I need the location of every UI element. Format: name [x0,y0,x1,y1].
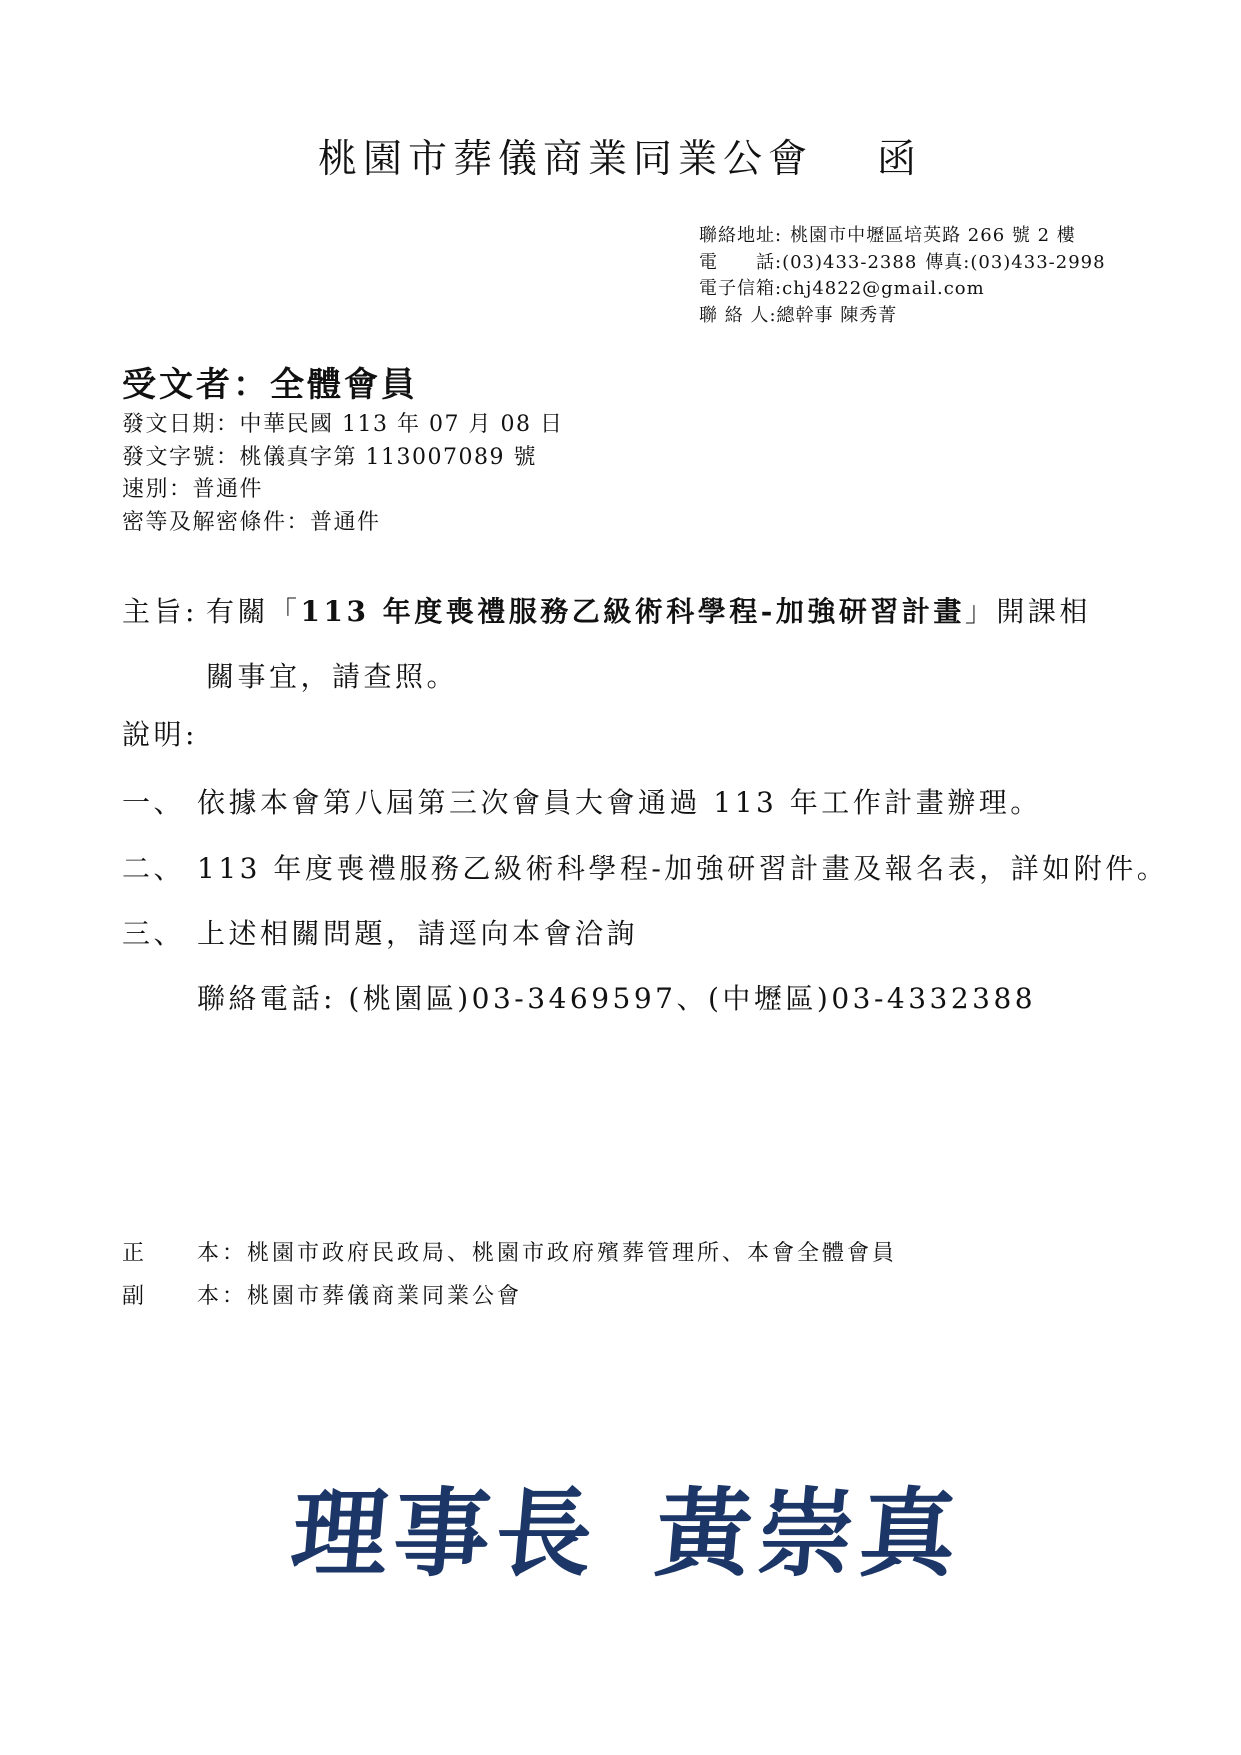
contact-person-value: 總幹事 陳秀菁 [776,304,898,326]
contact-email-label: 電子信箱: [699,278,783,299]
original-label: 正 本： [122,1241,248,1266]
issue-date-label: 發文日期： [122,412,240,437]
contact-person-label: 聯 絡 人: [699,304,777,326]
subject-line-1 [122,592,1091,632]
contact-fax-value: (03)433-2998 [970,251,1106,273]
explanation-heading [122,715,198,755]
subject-text-before: 有關「 [206,595,301,628]
contact-phone-value: (03)433-2388 [782,251,918,273]
issue-date [122,409,563,442]
delivery-speed [122,474,563,507]
item-marker: 三、 [122,917,186,950]
subject-text-after: 」開課相 [964,595,1091,628]
contact-phone-numbers [197,979,1036,1019]
issue-date-value: 中華民國 113 年 07 月 08 日 [239,412,564,437]
issuing-organization: 桃園市葬儀商業同業公會 [318,137,814,182]
subject-text-continuation: 關事宜，請查照。 [206,660,459,693]
contact-phone-label: 電 話: [699,251,783,273]
classification [122,507,563,540]
contact-address-label: 聯絡地址: [699,225,783,246]
document-type: 函 [877,137,923,182]
explanation-item [122,849,1168,889]
original-value: 桃園市政府民政局、桃園市政府殯葬管理所、本會全體會員 [247,1241,898,1266]
explanation-label: 說明: [122,718,198,751]
subject-label: 主旨: [122,595,198,628]
classification-label: 密等及解密條件： [122,509,311,535]
original-recipients [122,1238,897,1270]
item-marker: 一、 [122,786,186,819]
contact-address-value: 桃園市中壢區培英路 266 號 2 樓 [790,225,1076,246]
recipient-value: 全體會員 [270,365,418,405]
item-marker: 二、 [122,852,186,885]
letter-title [318,134,922,186]
contact-email-value: chj4822@gmail.com [782,278,985,299]
document-number [122,442,563,475]
delivery-speed-label: 速別： [122,477,193,502]
recipient-line [122,364,418,406]
explanation-item [122,914,638,954]
contact-person [699,303,1106,330]
contact-address [699,223,1106,250]
explanation-item [122,783,1042,823]
signature-name: 黃崇真 [651,1477,967,1590]
contact-fax-label: 傳真: [925,251,971,273]
document-number-label: 發文字號： [122,444,240,470]
item-text: 113 年度喪禮服務乙級術科學程-加強研習計畫及報名表，詳如附件。 [197,852,1169,885]
carbon-copy-label: 副 本： [122,1284,248,1309]
item-text: 上述相關問題，請逕向本會洽詢 [197,917,639,950]
delivery-speed-value: 普通件 [192,477,264,502]
item-continuation-text: 聯絡電話: (桃園區)03-3469597、(中壢區)03-4332388 [197,982,1037,1015]
contact-email [699,276,1106,303]
recipient-label: 受文者： [122,365,270,405]
document-meta [122,409,563,539]
item-text: 依據本會第八屆第三次會員大會通過 113 年工作計畫辦理。 [197,786,1042,819]
contact-phone-fax [699,250,1106,277]
subject-highlight: 113 年度喪禮服務乙級術科學程-加強研習計畫 [300,595,965,628]
carbon-copy-value: 桃園市葬儀商業同業公會 [247,1284,523,1309]
sender-contact-block [699,223,1106,329]
document-number-value: 桃儀真字第 113007089 號 [239,444,537,470]
signature [287,1474,967,1594]
classification-value: 普通件 [310,509,381,535]
subject-line-2 [206,657,458,697]
signature-title: 理事長 [287,1477,603,1590]
carbon-copy-recipients [122,1281,522,1313]
